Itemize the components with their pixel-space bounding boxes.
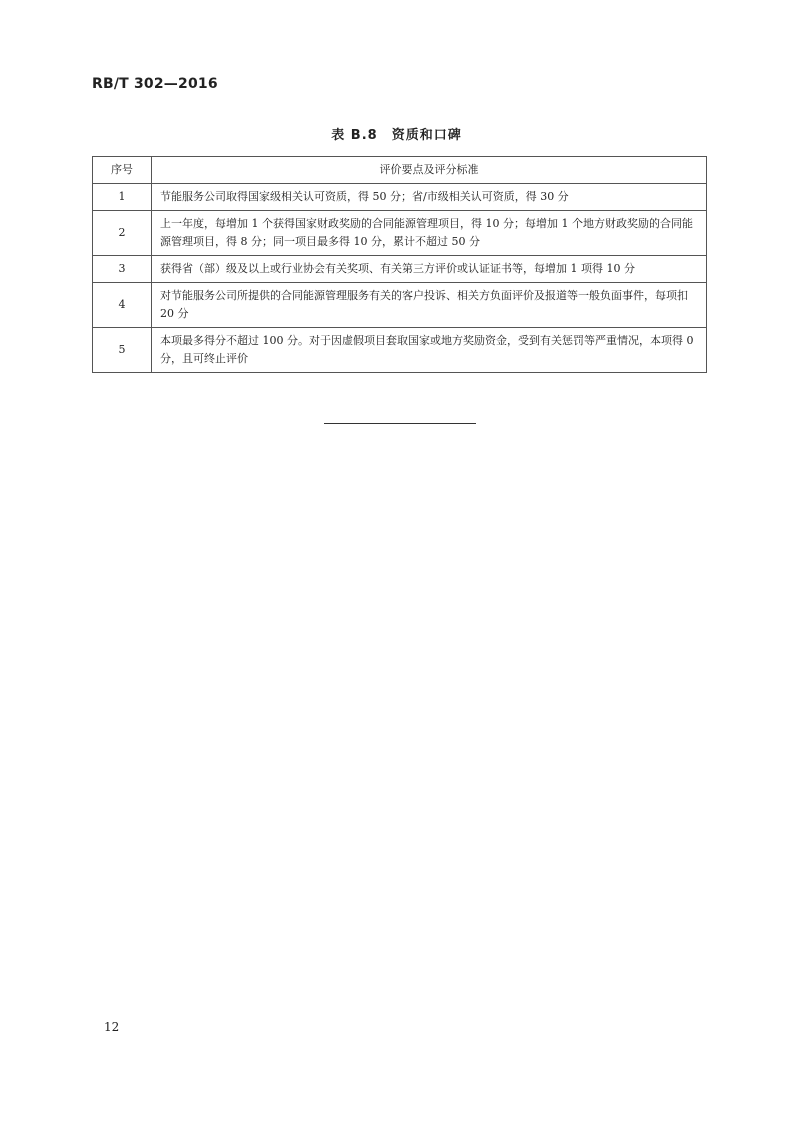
row-criteria: 本项最多得分不超过 100 分。对于因虚假项目套取国家或地方奖励资金，受到有关惩罚等严重情况，本项得 0 分，且可终止评价: [152, 328, 707, 373]
table-row: [93, 256, 707, 283]
table-title: 表 B.8 资质和口碑: [331, 128, 462, 143]
document-code: RB/T 302—2016: [92, 76, 218, 92]
page-number: 12: [104, 1020, 120, 1034]
criteria-table: [92, 156, 707, 373]
table-row: [93, 184, 707, 211]
row-number: 3: [93, 256, 152, 283]
row-number: 1: [93, 184, 152, 211]
row-criteria: 对节能服务公司所提供的合同能源管理服务有关的客户投诉、相关方负面评价及报道等一般负面事件，每项扣 20 分: [152, 283, 707, 328]
table-row: [93, 211, 707, 256]
table-row: [93, 328, 707, 373]
end-of-standard-rule: [324, 423, 476, 424]
row-number: 2: [93, 211, 152, 256]
column-header-no: 序号: [93, 157, 152, 184]
row-criteria: 获得省（部）级及以上或行业协会有关奖项、有关第三方评价或认证证书等，每增加 1 项得 10 分: [152, 256, 707, 283]
table-header-row: [93, 157, 707, 184]
column-header-criteria: 评价要点及评分标准: [152, 157, 707, 184]
row-criteria: 上一年度，每增加 1 个获得国家财政奖励的合同能源管理项目，得 10 分；每增加 1 个地方财政奖励的合同能源管理项目，得 8 分；同一项目最多得 10 分，累计不超过 50 分: [152, 211, 707, 256]
row-number: 5: [93, 328, 152, 373]
table-row: [93, 283, 707, 328]
row-criteria: 节能服务公司取得国家级相关认可资质，得 50 分；省/市级相关认可资质，得 30 分: [152, 184, 707, 211]
row-number: 4: [93, 283, 152, 328]
